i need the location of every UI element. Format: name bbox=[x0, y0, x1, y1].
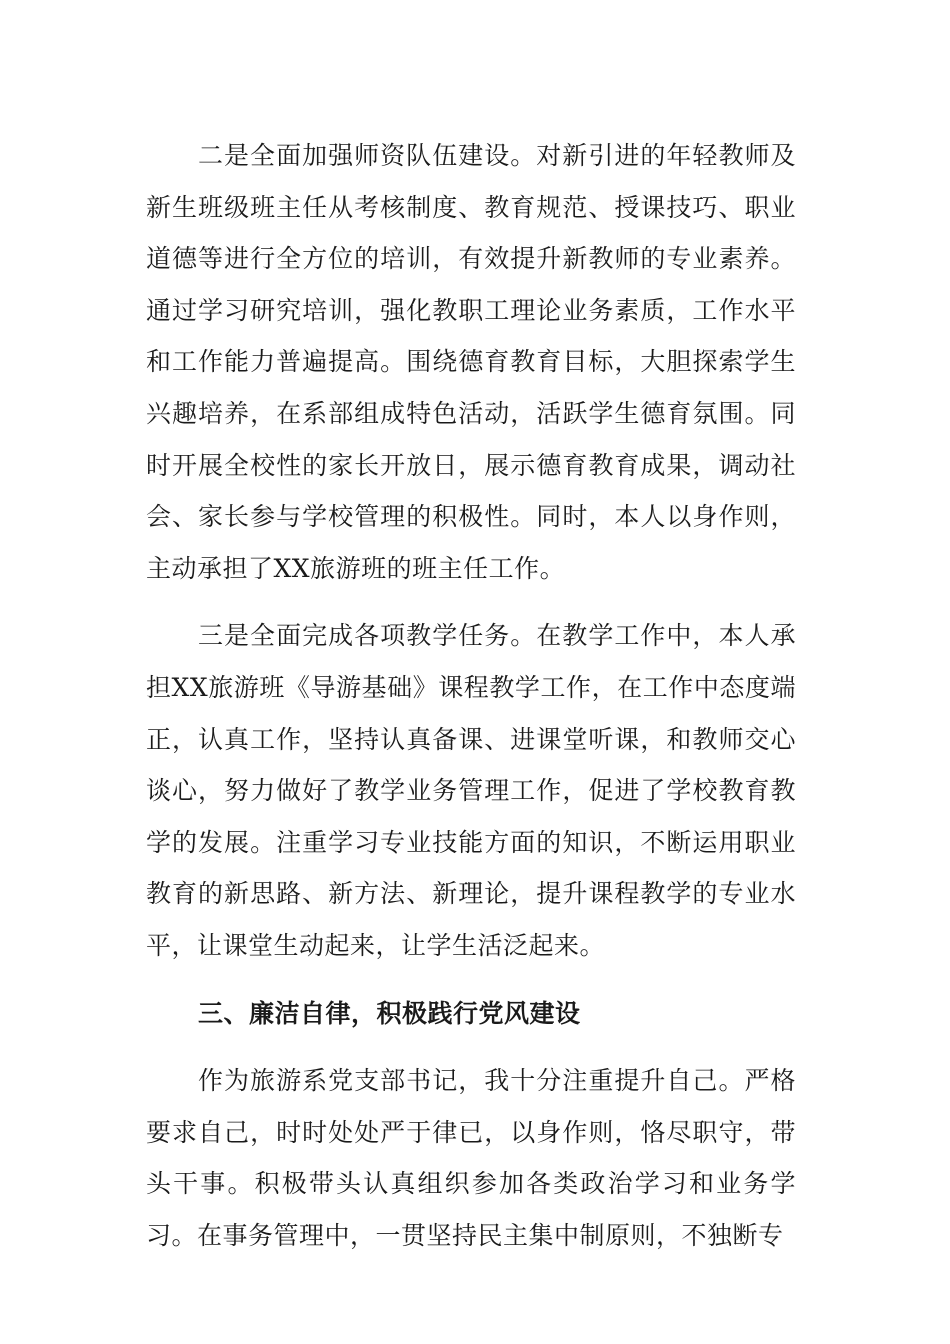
section-heading-integrity: 三、廉洁自律，积极践行党风建设 bbox=[198, 998, 581, 1028]
paragraph-teacher-training: 二是全面加强师资队伍建设。对新引进的年轻教师及新生班级班主任从考核制度、教育规范、授课技巧、职业道德等进行全方位的培训，有效提升新教师的专业素养。通过学习研究培训，强化教职工理论业务素质，工作水平和工作能力普遍提高。围绕德育教育目标，大胆探索学生兴趣培养，在系部组成特色活动，活跃学生德育氛围。同时开展全校性的家长开放日，展示德育教育成果，调动社会、家长参与学校管理的积极性。同时，本人以身作则，主动承担了XX旅游班的班主任工作。 bbox=[146, 141, 796, 583]
paragraph-teaching-tasks: 三是全面完成各项教学任务。在教学工作中，本人承担XX旅游班《导游基础》课程教学工作，在工作中态度端正，认真工作，坚持认真备课、进课堂听课，和教师交心谈心，努力做好了教学业务管理工作，促进了学校教育教学的发展。注重学习专业技能方面的知识，不断运用职业教育的新思路、新方法、新理论，提升课程教学的专业水平，让课堂生动起来，让学生活泛起来。 bbox=[146, 621, 796, 960]
paragraph-party-secretary: 作为旅游系党支部书记，我十分注重提升自己。严格要求自己，时时处处严于律已，以身作则，恪尽职守，带头干事。积极带头认真组织参加各类政治学习和业务学习。在事务管理中，一贯坚持民主集中制原则，不独断专 bbox=[146, 1066, 796, 1250]
document-body bbox=[146, 130, 796, 1261]
